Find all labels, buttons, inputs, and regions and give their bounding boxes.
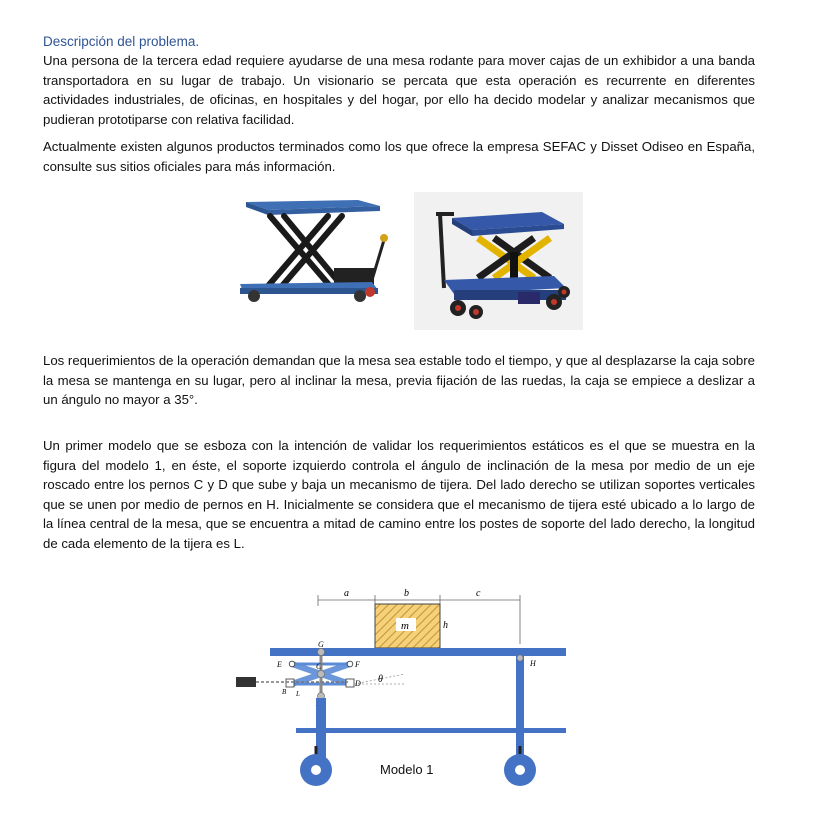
crank-handle: [236, 677, 256, 687]
paragraph-products: Actualmente existen algunos productos terminados como los que ofrece la empresa SEFAC y Disset Odiseo en España, consulte sus sitios oficiales para más información.: [43, 139, 755, 174]
wheel-left: [300, 746, 332, 786]
paragraph-model-description: Un primer modelo que se esboza con la intención de validar los requerimientos estáticos es el que se muestra en la figura del modelo 1, en éste, el soporte izquierdo controla el ángulo de inclinación de la mesa por medio de un eje roscado entre los pernos C y D que sube y baja un mecanismo de tijera. Del lado derecho se utilizan soportes verticales que se unen por medio de pernos en H. Inicialmente se considera que el mecanismo de tijera esté ubicado a lo largo de la línea central de la mesa, que se encuentra a mitad de camino entre los postes de soporte del lado derecho, la longitud de cada elemento de la tijera es L.: [43, 438, 755, 551]
pin-g: [318, 649, 325, 656]
angle-theta-label: θ: [378, 674, 383, 685]
pin-d: [346, 679, 354, 687]
table-top: [270, 648, 566, 656]
model-1-diagram: [230, 584, 590, 804]
dimension-a-label: a: [344, 588, 349, 599]
pin-l-label: L: [296, 690, 300, 698]
height-label: h: [443, 620, 448, 631]
right-support: [516, 656, 524, 760]
lift-table-photo-1: [232, 190, 398, 308]
pin-f-label: F: [355, 660, 360, 669]
pin-g-label: G: [318, 640, 324, 649]
pin-b: [286, 679, 294, 687]
bottom-frame: [296, 728, 566, 733]
pin-e-label: E: [277, 660, 282, 669]
figure-caption: Modelo 1: [380, 762, 434, 777]
pin-d-label: D: [355, 679, 361, 688]
lift-table-photo-2: [414, 192, 583, 330]
pin-c: [318, 671, 325, 678]
paragraph-intro: Una persona de la tercera edad requiere ayudarse de una mesa rodante para mover cajas de un exhibidor a una banda transportadora en su lugar de trabajo. Un visionario se percata que esta operación es recurrente en diferentes actividades industriales, de oficinas, en hospitales y del hogar, por ello ha decido modelar y analizar mecanismos que pudieran prototiparse con relativa facilidad.: [43, 53, 755, 127]
section-heading: Descripción del problema.: [43, 34, 200, 49]
pin-c-label: C: [316, 662, 322, 671]
paragraph-requirements: Los requerimientos de la operación demandan que la mesa sea estable todo el tiempo, y que al desplazarse la caja sobre la mesa se mantenga en su lugar, pero al inclinar la mesa, previa fijación de las ruedas, la caja se empiece a deslizar a un ángulo no mayor a 35°.: [43, 353, 755, 408]
wheel-right: [504, 746, 536, 786]
pin-h-label: H: [530, 659, 536, 668]
dimension-b-label: b: [404, 588, 409, 599]
pin-f: [347, 661, 353, 667]
pin-h: [517, 655, 523, 661]
mass-label: m: [401, 620, 409, 632]
pin-e: [289, 661, 295, 667]
dimension-c-label: c: [476, 588, 481, 599]
pin-b-label: B: [282, 688, 287, 696]
